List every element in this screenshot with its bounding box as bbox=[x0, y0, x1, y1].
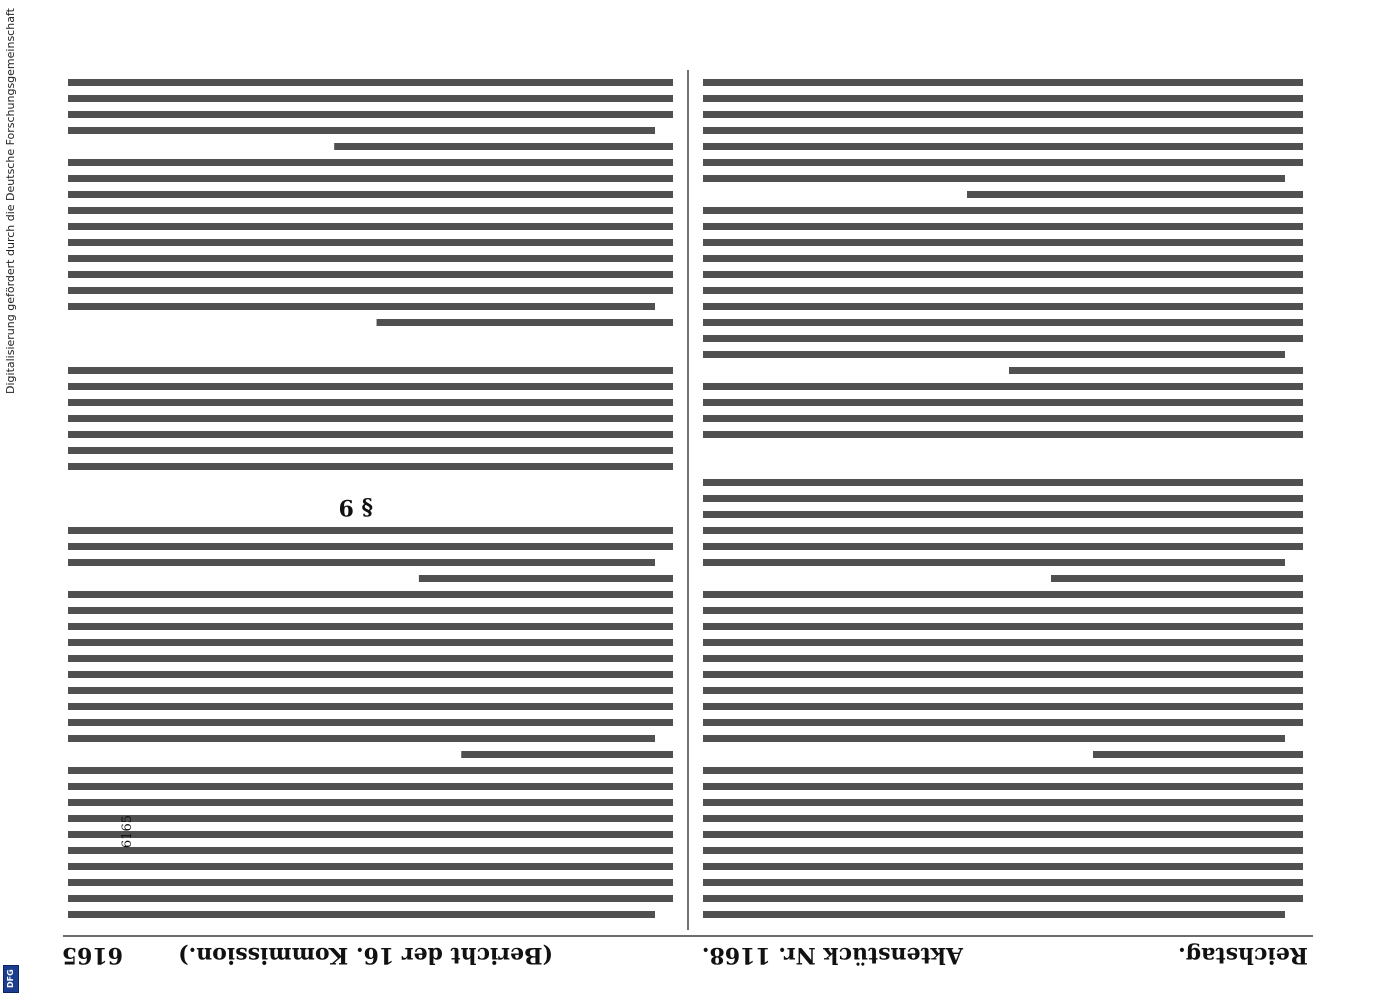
text-line bbox=[68, 655, 673, 662]
header-middle: Aktenstück Nr. 1168. bbox=[701, 942, 963, 968]
text-line bbox=[68, 703, 673, 710]
text-line bbox=[68, 367, 673, 374]
digitization-note bbox=[4, 8, 18, 992]
header-left: Reichstag. bbox=[1178, 942, 1308, 968]
text-line bbox=[703, 895, 1303, 902]
text-line bbox=[461, 751, 673, 758]
text-line bbox=[703, 623, 1303, 630]
text-line bbox=[419, 575, 673, 582]
text-line bbox=[1093, 751, 1303, 758]
text-line bbox=[703, 527, 1303, 534]
text-line bbox=[703, 415, 1303, 422]
text-line bbox=[68, 815, 673, 822]
text-line bbox=[68, 95, 673, 102]
text-line bbox=[703, 591, 1303, 598]
text-line bbox=[68, 527, 673, 534]
text-line bbox=[68, 687, 673, 694]
text-line bbox=[703, 223, 1303, 230]
text-line bbox=[703, 847, 1303, 854]
text-line bbox=[68, 447, 673, 454]
text-line bbox=[703, 831, 1303, 838]
text-line bbox=[703, 799, 1303, 806]
text-line bbox=[703, 543, 1303, 550]
text-line bbox=[68, 607, 673, 614]
page-number bbox=[120, 815, 144, 875]
text-line bbox=[68, 879, 673, 886]
text-line bbox=[68, 735, 655, 742]
text-line bbox=[703, 703, 1303, 710]
text-line bbox=[703, 239, 1303, 246]
text-line bbox=[68, 175, 673, 182]
text-line bbox=[68, 543, 673, 550]
text-line bbox=[703, 479, 1303, 486]
text-line bbox=[703, 95, 1303, 102]
text-line bbox=[703, 767, 1303, 774]
text-line bbox=[68, 415, 673, 422]
text-line bbox=[703, 271, 1303, 278]
text-line bbox=[68, 431, 673, 438]
text-line bbox=[703, 207, 1303, 214]
text-line bbox=[703, 287, 1303, 294]
text-line bbox=[703, 255, 1303, 262]
text-line bbox=[68, 399, 673, 406]
text-line bbox=[68, 79, 673, 86]
text-line bbox=[68, 559, 655, 566]
text-line bbox=[68, 783, 673, 790]
text-line bbox=[68, 639, 673, 646]
text-line bbox=[703, 351, 1285, 358]
text-line bbox=[703, 319, 1303, 326]
text-line bbox=[703, 879, 1303, 886]
text-line bbox=[68, 207, 673, 214]
text-line bbox=[703, 719, 1303, 726]
text-line bbox=[703, 335, 1303, 342]
text-line bbox=[68, 111, 673, 118]
text-line bbox=[703, 495, 1303, 502]
text-line bbox=[703, 399, 1303, 406]
text-line bbox=[703, 559, 1285, 566]
text-line bbox=[68, 719, 673, 726]
text-line bbox=[703, 863, 1303, 870]
text-line bbox=[68, 383, 673, 390]
text-line bbox=[334, 143, 673, 150]
text-line bbox=[1051, 575, 1303, 582]
text-line bbox=[703, 175, 1285, 182]
text-line bbox=[703, 911, 1285, 918]
text-line bbox=[703, 127, 1303, 134]
text-line bbox=[703, 815, 1303, 822]
text-line bbox=[703, 143, 1303, 150]
text-line bbox=[68, 623, 673, 630]
text-line bbox=[68, 191, 673, 198]
text-line bbox=[68, 767, 673, 774]
text-line bbox=[377, 319, 673, 326]
header-right: (Bericht der 16. Kommission.) bbox=[178, 942, 553, 968]
text-line bbox=[703, 783, 1303, 790]
text-line bbox=[68, 255, 673, 262]
text-line bbox=[703, 607, 1303, 614]
text-line bbox=[703, 655, 1303, 662]
text-line bbox=[703, 687, 1303, 694]
text-line bbox=[68, 303, 655, 310]
text-line bbox=[68, 223, 673, 230]
text-line bbox=[68, 591, 673, 598]
text-line bbox=[68, 463, 673, 470]
text-line bbox=[68, 831, 673, 838]
text-line bbox=[68, 287, 673, 294]
dfg-logo bbox=[3, 965, 19, 993]
digitization-note-text: Digitalisierung gefördert durch die Deutsche Forschungsgemeinschaft bbox=[4, 8, 17, 394]
text-line bbox=[68, 911, 655, 918]
dfg-logo-text: DFG bbox=[6, 969, 15, 989]
text-line bbox=[703, 111, 1303, 118]
section-marker: § 9 bbox=[338, 494, 373, 520]
text-line bbox=[703, 303, 1303, 310]
text-line bbox=[703, 159, 1303, 166]
page-number-text: 6165 bbox=[120, 815, 135, 849]
text-line bbox=[967, 191, 1303, 198]
header-page-number: 6165 bbox=[61, 942, 123, 968]
text-line bbox=[68, 159, 673, 166]
text-line bbox=[703, 79, 1303, 86]
text-line bbox=[1009, 367, 1303, 374]
text-line bbox=[68, 271, 673, 278]
text-line bbox=[703, 511, 1303, 518]
text-line bbox=[68, 127, 655, 134]
text-line bbox=[703, 383, 1303, 390]
text-line bbox=[68, 847, 673, 854]
text-line bbox=[68, 863, 673, 870]
text-line bbox=[68, 671, 673, 678]
text-line bbox=[703, 735, 1285, 742]
text-line bbox=[68, 239, 673, 246]
text-line bbox=[68, 895, 673, 902]
text-line bbox=[703, 671, 1303, 678]
text-line bbox=[703, 431, 1303, 438]
text-line bbox=[703, 639, 1303, 646]
text-line bbox=[68, 799, 673, 806]
